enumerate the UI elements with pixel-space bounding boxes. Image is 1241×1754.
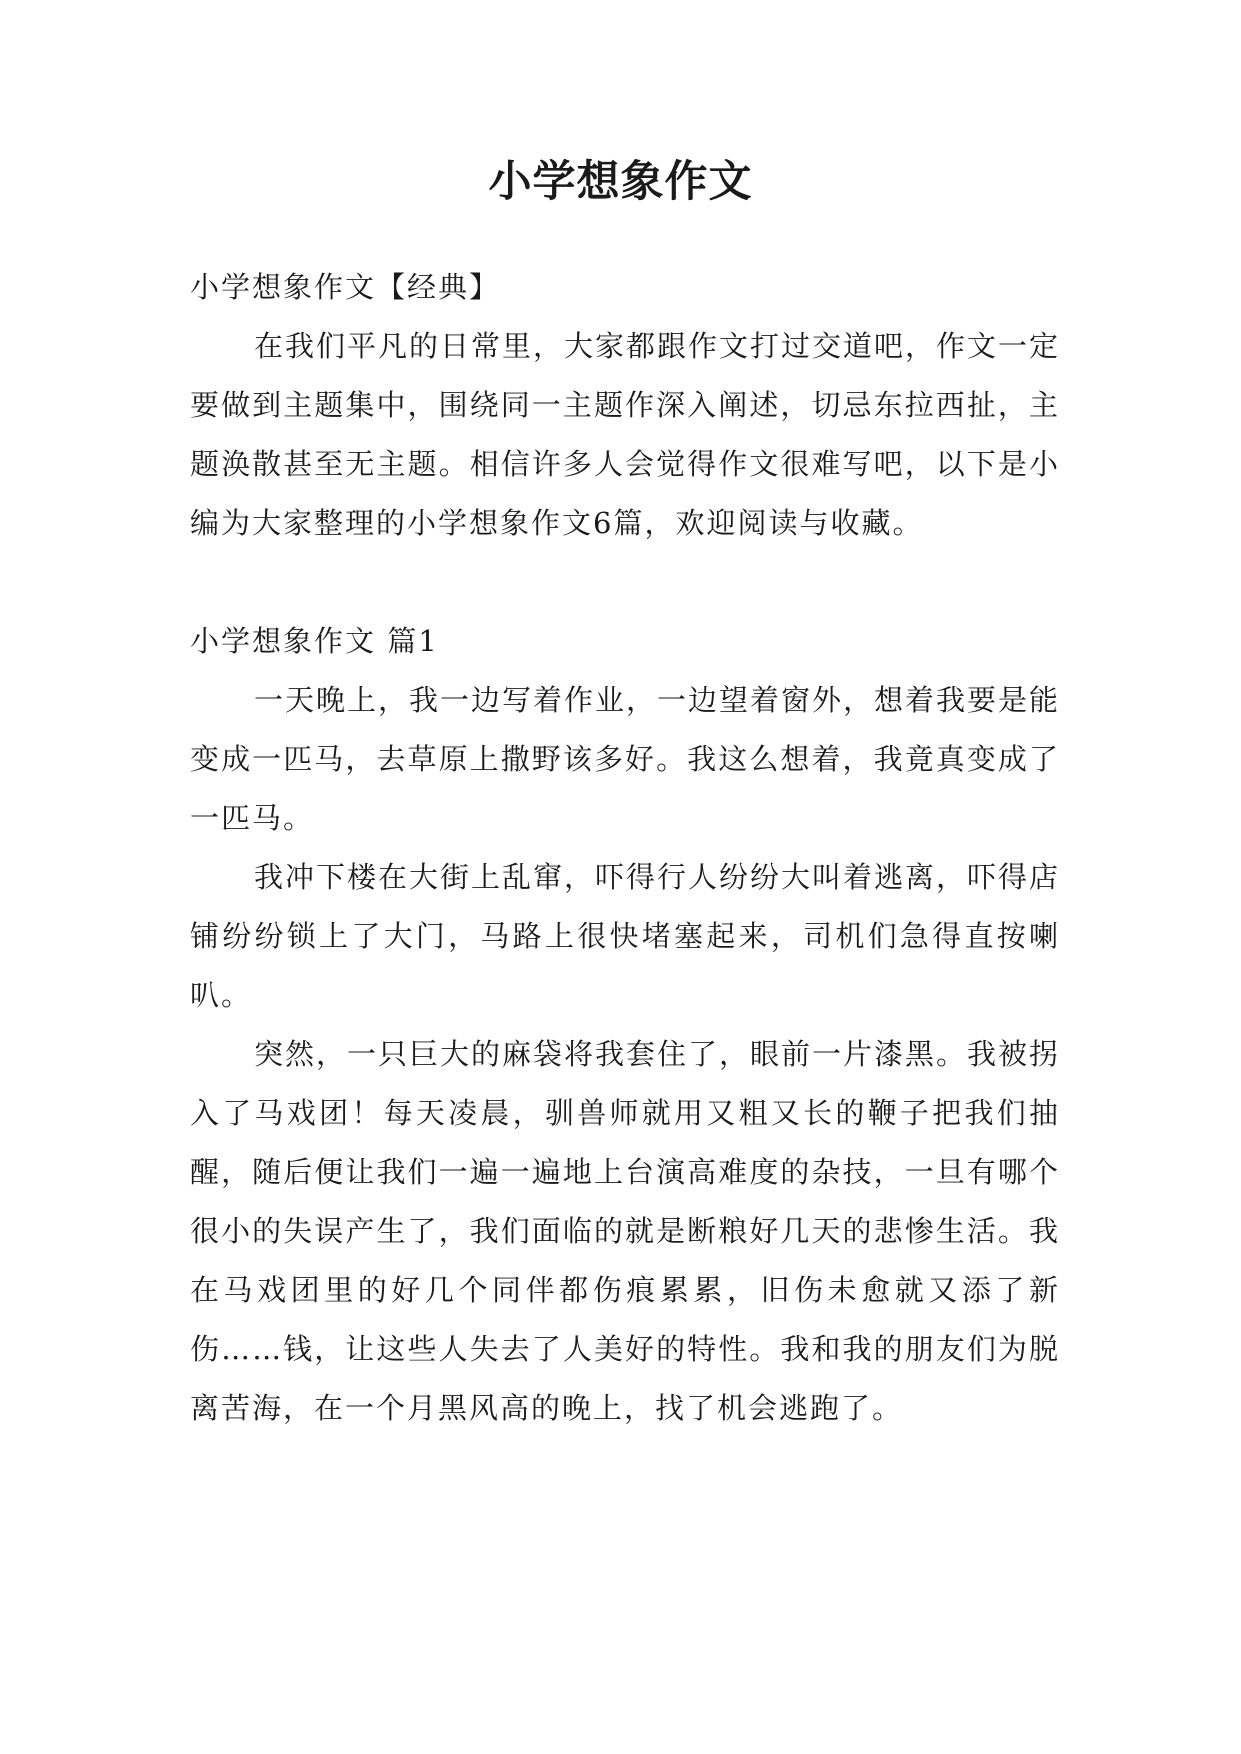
section-spacer	[190, 553, 1060, 612]
document-title: 小学想象作文	[488, 157, 753, 207]
article-paragraph: 我冲下楼在大街上乱窜，吓得行人纷纷大叫着逃离，吓得店铺纷纷锁上了大门，马路上很快堵塞起来，司机们急得直按喇叭。	[190, 860, 1061, 1012]
document-body	[190, 258, 1060, 1438]
article-paragraph: 突然，一只巨大的麻袋将我套住了，眼前一片漆黑。我被拐入了马戏团！每天凌晨，驯兽师就用又粗又长的鞭子把我们抽醒，随后便让我们一遍一遍地上台演高难度的杂技，一旦有哪个很小的失误产生了，我们面临的就是断粮好几天的悲惨生活。我在马戏团里的好几个同伴都伤痕累累，旧伤未愈就又添了新伤……钱，让这些人失去了人美好的特性。我和我的朋友们为脱离苦海，在一个月黑风高的晚上，找了机会逃跑了。	[190, 1037, 1061, 1425]
intro-paragraph: 在我们平凡的日常里，大家都跟作文打过交道吧，作文一定要做到主题集中，围绕同一主题作深入阐述，切忌东拉西扯，主题涣散甚至无主题。相信许多人会觉得作文很难写吧，以下是小编为大家整理的小学想象作文6篇，欢迎阅读与收藏。	[190, 329, 1061, 540]
article-heading: 小学想象作文 篇1	[190, 624, 439, 658]
intro-heading: 小学想象作文【经典】	[190, 270, 501, 304]
article-paragraph: 一天晚上，我一边写着作业，一边望着窗外，想着我要是能变成一匹马，去草原上撒野该多好。我这么想着，我竟真变成了一匹马。	[190, 683, 1061, 835]
